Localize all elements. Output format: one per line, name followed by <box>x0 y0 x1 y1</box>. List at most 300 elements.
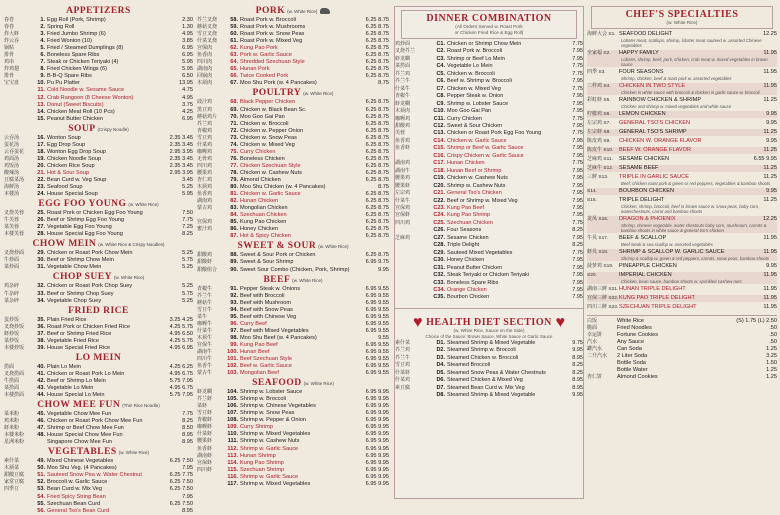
item-price: 9.95 <box>572 392 583 399</box>
item-chinese-name: 甜酸虾 <box>197 259 213 266</box>
item-name: Sweet & Sour Pork or Chicken <box>240 252 316 259</box>
item-chinese-name: 排骨 <box>4 52 15 59</box>
item-price: 8.25 <box>572 227 583 234</box>
chef-special <box>587 147 777 154</box>
item-name: Chicken w. Mixed Veg <box>447 85 501 92</box>
item-name: Szechuan Chicken <box>447 219 493 226</box>
item-price: 3.25 4.25 <box>169 316 193 323</box>
menu-item <box>197 99 389 106</box>
menu-item <box>197 293 389 300</box>
item-name: TRIPLE IN GARLIC SAUCE <box>619 174 689 180</box>
item-chinese-name: 牛杂碎 <box>4 290 20 297</box>
item-price: 6.95 9.95 <box>365 480 389 487</box>
item-code <box>587 31 619 38</box>
item-chinese-name: 湖南牛 <box>197 348 213 355</box>
beef-title: BEEF (w. White Rice) <box>263 274 323 285</box>
item-chinese-name: 鱼香虾 <box>395 145 411 152</box>
item-name: Cold Noodle w. Sesame Sauce <box>47 87 125 94</box>
item-description: Chicken, bean sauce, bamboo shoots w. sprinkled cashew nuts <box>621 279 742 284</box>
item-number: 72. <box>230 127 238 134</box>
item-chinese-name: 黑豆鸡 <box>197 106 213 113</box>
menu-item <box>395 175 583 182</box>
item-name: Honey Chicken <box>240 226 278 233</box>
item-chinese-name: 四川三鲜 <box>587 304 608 310</box>
item-name: CHICKEN IN TWO STYLE <box>619 83 686 89</box>
item-name: Beef with Snow Peas <box>240 306 293 313</box>
item-number: S12. <box>603 166 614 171</box>
item-chinese-name: 无骨鸡 <box>197 155 213 162</box>
item-chinese-name: 什菜叉烧 <box>197 38 218 45</box>
item-chinese-name: 四季 <box>587 69 598 75</box>
menu-item <box>197 300 389 307</box>
menu-item <box>197 142 389 149</box>
menu-item <box>395 242 583 249</box>
item-price: 7.95 <box>572 55 583 62</box>
item-name: Moo Goo Gai Pan <box>447 108 492 115</box>
item-price: 1.25 <box>766 346 777 352</box>
item-chinese-name: 彩虹虾 <box>587 97 603 103</box>
item-chinese-name: 菜芙蓉 <box>4 224 20 231</box>
item-price: 9.95 <box>766 138 777 144</box>
item-price: 6.25 8.75 <box>365 233 389 240</box>
item-chinese-name: 叉烧芥兰 <box>395 48 416 55</box>
item-code <box>587 147 619 154</box>
menu-item <box>4 102 193 109</box>
item-number: C9. <box>436 100 445 107</box>
menu-item <box>4 177 193 184</box>
chef-special <box>587 111 777 118</box>
sweet-sour-title: SWEET & SOUR (w. White Rice) <box>237 241 349 252</box>
menu-item <box>197 45 389 52</box>
item-name: Beef Szechuan Style <box>240 356 292 363</box>
item-price: 9.95 <box>766 111 777 117</box>
item-price: 7.75 <box>182 217 193 224</box>
item-chinese-name: 炸大虾 <box>4 31 20 38</box>
item-number: 48. <box>37 432 45 439</box>
item-price: 6.95 9.95 <box>365 410 389 417</box>
item-number: 28. <box>37 231 45 238</box>
item-name: Roast Pork or Chicken Egg Foo Young <box>47 210 143 217</box>
menu-item <box>197 59 389 66</box>
item-price: 3.25 <box>766 353 777 359</box>
item-price: 6.25 8.75 <box>365 134 389 141</box>
item-number: 61. <box>230 38 238 45</box>
item-name: Hunan Chicken <box>240 198 279 205</box>
chef-special <box>587 249 777 261</box>
item-price: 8.50 <box>182 425 193 432</box>
menu-item <box>4 392 193 399</box>
item-price: 6.95 9.55 <box>365 306 389 313</box>
item-price: 4.95 6.75 <box>169 384 193 391</box>
item-chinese-name: 咖喱鸡 <box>197 148 213 155</box>
menu-item <box>587 295 777 302</box>
item-name: Beef or Shrimp Lo Mein <box>47 377 106 384</box>
menu-item <box>395 101 583 108</box>
item-price: 6.95 9.55 <box>365 341 389 348</box>
item-name: Shrimp w. Lobster Sauce <box>240 389 303 396</box>
item-chinese-name: 菜米粉 <box>4 411 20 418</box>
item-price: 5.95 <box>182 66 193 73</box>
item-number: 35. <box>37 316 45 323</box>
item-price: 6.95 9.55 <box>365 356 389 363</box>
chef-special <box>587 188 777 195</box>
menu-item <box>395 205 583 212</box>
item-number: C23. <box>433 204 445 211</box>
item-number: 100. <box>227 348 238 355</box>
item-code <box>587 188 619 195</box>
item-number: 14. <box>37 108 45 115</box>
item-number: 27. <box>37 224 45 231</box>
item-number: C27. <box>433 234 445 241</box>
item-number: 93. <box>230 299 238 306</box>
menu-item <box>587 304 777 311</box>
item-name: General Tso's Chicken <box>447 190 502 197</box>
menu-item <box>587 346 777 353</box>
item-chinese-name: 素豆腐 <box>395 384 411 391</box>
item-code <box>587 120 619 127</box>
item-code <box>587 156 619 163</box>
item-name: Kung Pao Beef <box>447 204 485 211</box>
item-description: Shrimp, chinese vegetable, water chestnuts baby corn, mushroom, carrots & bamboo shoots in white sauce & general tso's chicken <box>621 223 767 233</box>
item-number: 68. <box>230 99 238 106</box>
item-name: Spring Roll <box>47 24 75 31</box>
item-number: 97. <box>230 327 238 334</box>
menu-item <box>4 257 193 264</box>
menu-item <box>197 73 389 80</box>
item-chinese-name: 什菜鸡 <box>197 141 213 148</box>
item-chinese-name: 湖南虾 <box>197 452 213 459</box>
item-name: Pepper Steak w. Onions <box>240 285 301 292</box>
item-name: Szechuan Chicken <box>240 212 287 219</box>
item-name: House Special Chow Mee Fun <box>47 432 123 439</box>
item-price: 3.45 <box>182 176 193 183</box>
item-name: Shrimp w. Garlic Sauce <box>240 473 299 480</box>
item-name: White Rice <box>617 318 645 324</box>
egg-foo-young-title: EGG FOO YOUNG (w. White Rice) <box>38 199 159 210</box>
item-description: Shrimp & scallop w. green & red peppers, carrots, snow peas, bamboo shoots <box>621 256 770 261</box>
item-price: 5.25 <box>182 250 193 257</box>
item-name: Steamed Shrimp w. Broccoli <box>447 347 516 354</box>
item-price: 4.25 <box>182 108 193 115</box>
item-name: Peanut Butter Chicken <box>47 115 103 122</box>
menu-item <box>4 331 193 338</box>
menu-item <box>587 360 777 367</box>
seafood-section <box>197 378 389 488</box>
item-number: D8. <box>436 392 445 399</box>
sweet-sour-section <box>197 241 389 273</box>
menu-item <box>197 163 389 170</box>
item-name: Kung Pao Shrimp <box>240 459 284 466</box>
item-name: Szechuan Shrimp <box>240 466 285 473</box>
item-price: 6.95 9.95 <box>365 389 389 396</box>
item-name: Pork w. Garlic Sauce <box>240 52 292 59</box>
item-number: 7. <box>40 59 45 66</box>
item-name: Crab Rangoon (8 Cheese Wonton) <box>47 94 134 101</box>
item-name: Beef or Shrimp Chop Suey <box>47 290 114 297</box>
item-name: Steamed Chicken & Mixed Veg <box>447 377 523 384</box>
item-number: 31. <box>37 264 45 271</box>
health-title: HEALTH DIET SECTION <box>426 316 552 328</box>
item-price: 2.35 3.45 <box>169 134 193 141</box>
menu-item <box>587 31 777 38</box>
item-chinese-name: 牛捞面 <box>4 377 20 384</box>
menu-item <box>4 250 193 257</box>
item-price: 7.75 <box>572 70 583 77</box>
menu-item <box>395 280 583 287</box>
item-chinese-name: 四季豆 <box>4 486 20 493</box>
item-price: 7.95 <box>572 286 583 293</box>
chow-mein-section <box>4 239 193 271</box>
item-price: 3.85 <box>182 38 193 45</box>
item-number: 26. <box>37 217 45 224</box>
item-chinese-name: 青椒牛 <box>395 93 411 100</box>
chow-mee-fun-title: CHOW MEE FUN (Thin Rice Noodle) <box>37 400 160 411</box>
item-price: 8.95 <box>572 384 583 391</box>
menu-item <box>197 410 389 417</box>
item-chinese-name: 咖喱牛 <box>197 320 213 327</box>
item-chinese-name: 宫保肉 <box>197 45 213 52</box>
item-number: C26. <box>433 227 445 234</box>
item-name: Beef with Broccoli <box>240 292 285 299</box>
item-price: 5.25 <box>182 264 193 271</box>
item-chinese-name: 甜酸组合 <box>197 266 218 273</box>
menu-item <box>4 24 193 31</box>
item-price: 6.95 9.95 <box>365 438 389 445</box>
item-price: 4.25 5.75 <box>169 323 193 330</box>
item-price: 8.25 <box>182 418 193 425</box>
menu-item <box>587 120 777 127</box>
item-name: Almond Chicken <box>240 176 281 183</box>
item-chinese-name: 蜜汁鸡 <box>197 226 213 233</box>
menu-item <box>197 417 389 424</box>
item-name: Steamed Broccoli <box>447 362 491 369</box>
item-number: 65. <box>230 66 238 73</box>
menu-item <box>4 109 193 116</box>
item-price: 2.30 <box>182 17 193 23</box>
item-number: S16. <box>598 217 609 222</box>
menu-item <box>4 210 193 217</box>
item-chinese-name: 甜酸豆腐 <box>4 472 25 479</box>
item-price: 6.95 9.95 <box>365 452 389 459</box>
item-code <box>587 174 619 181</box>
menu-item <box>395 377 583 384</box>
item-chinese-name: 四川鸡 <box>197 162 213 169</box>
menu-item <box>4 411 193 418</box>
item-price: 11.95 <box>763 304 777 310</box>
item-number: 52. <box>37 479 45 486</box>
item-number: 89. <box>230 259 238 266</box>
menu-item <box>197 370 389 377</box>
item-name: Hunan Beef or Shrimp <box>447 167 502 174</box>
menu-item <box>395 362 583 369</box>
item-name: House Special Soup <box>47 191 98 198</box>
item-price: 6.25 8.75 <box>365 38 389 45</box>
item-price: 8.25 <box>572 369 583 376</box>
item-price: 6.25 8.75 <box>365 106 389 113</box>
menu-item <box>4 364 193 371</box>
item-price: 6.95 9.95 <box>365 396 389 403</box>
item-number: C14. <box>433 137 445 144</box>
menu-item <box>395 294 583 301</box>
item-chinese-name: 左宗鸡 <box>587 120 603 126</box>
menu-item <box>4 95 193 102</box>
chef-subtitle: (w. White Rice) <box>666 20 698 25</box>
item-number: 17. <box>37 141 45 148</box>
chef-special <box>587 272 777 284</box>
item-name: Roast Pork w. Broccoli <box>447 48 503 55</box>
item-chinese-name: 木须鸡 <box>197 184 213 191</box>
item-number: 6. <box>40 52 45 59</box>
lo-mein-section <box>4 353 193 399</box>
item-number: 92. <box>230 292 238 299</box>
item-number: 82. <box>230 198 238 205</box>
item-name: Hunan Shrimp <box>240 452 276 459</box>
item-name: Sauteed Mixed Vegetables <box>447 249 513 256</box>
item-chinese-name: 三鲜 <box>587 174 598 180</box>
item-chinese-name: 春卷 <box>4 17 15 23</box>
item-name: Singapore Chow Mee Fun <box>47 439 112 446</box>
item-chinese-name: 陈皮鸡 <box>587 138 603 144</box>
chef-special <box>587 174 777 186</box>
item-number: 104. <box>227 389 238 396</box>
item-number: S18. <box>598 250 609 255</box>
item-description: Beef, chicken roast pork & green or red peppers, vegetables & bamboo shoots <box>621 181 771 186</box>
item-chinese-name: 菜虾 <box>197 403 208 410</box>
menu-item <box>4 317 193 324</box>
menu-item <box>4 291 193 298</box>
item-number: D6. <box>436 377 445 384</box>
item-name: Kung Pao Pork <box>240 45 278 52</box>
item-number: 91. <box>230 285 238 292</box>
item-chinese-name: 本楼炒饭 <box>4 344 25 351</box>
item-chinese-name: 四川肉 <box>197 59 213 66</box>
menu-item <box>197 438 389 445</box>
item-number: 2. <box>40 24 45 31</box>
item-number: 9. <box>40 73 45 80</box>
item-price: 7.75 <box>572 160 583 167</box>
item-name: Pepper Steak w. Onion <box>447 93 504 100</box>
item-price: 7.75 <box>572 85 583 92</box>
item-name: TRIPLE DELIGHT <box>619 197 665 203</box>
menu-item <box>4 283 193 290</box>
item-name: Four Seasons <box>447 227 482 234</box>
item-price: 8.95 <box>182 507 193 514</box>
item-price: 9.95 <box>378 266 389 273</box>
item-name: Chicken w. Cashew Nuts <box>447 175 508 182</box>
chef-list <box>587 31 777 311</box>
item-name: Szechuan Bean Curd <box>47 500 101 507</box>
menu-item <box>395 108 583 115</box>
item-chinese-name: 湖南三鲜 <box>587 286 608 292</box>
item-name: Beef with Chinese Veg <box>240 313 297 320</box>
menu-column-2 <box>197 6 389 499</box>
item-price: 4.75 <box>182 87 193 94</box>
poultry-section <box>197 88 389 240</box>
item-chinese-name: 宫保虾 <box>197 459 213 466</box>
item-name: Chicken or Shrimp Chow Mein <box>447 41 522 47</box>
item-price: 6.25 8.75 <box>365 212 389 219</box>
item-chinese-name: 蛋炒饭 <box>4 316 20 323</box>
item-number: 110. <box>227 431 238 438</box>
item-chinese-name: 什菜牛 <box>395 85 411 92</box>
item-number: 76. <box>230 155 238 162</box>
item-name: Sweet & Sour Chicken <box>447 122 503 129</box>
item-name: SEAFOOD DELIGHT <box>619 31 673 37</box>
item-name: Roast Pork w. Mixed Veg <box>240 38 303 45</box>
item-name: Donut (Sweet Biscuits) <box>47 101 104 108</box>
menu-item <box>197 52 389 59</box>
menu-item <box>4 184 193 191</box>
item-name: Fried Spicy String Bean <box>47 493 106 500</box>
item-number: 112. <box>227 445 238 452</box>
item-chinese-name: 本楼米粉 <box>4 432 25 439</box>
item-number: 64. <box>230 59 238 66</box>
item-chinese-name: 牛芙蓉 <box>4 217 20 224</box>
item-price: 2.35 3.45 <box>169 141 193 148</box>
item-name: Moo Shu Chicken (w. 4 Pancakes) <box>240 184 326 191</box>
item-number: 13. <box>37 101 45 108</box>
menu-item <box>4 264 193 271</box>
item-number: S15. <box>587 198 597 203</box>
item-number: 69. <box>230 106 238 113</box>
item-number: C16. <box>433 152 445 159</box>
menu-item <box>4 324 193 331</box>
chef-special <box>587 129 777 136</box>
item-price: 11.95 <box>763 286 777 292</box>
item-code <box>587 272 619 279</box>
heart-icon: ♥ <box>555 313 565 331</box>
item-number: 23. <box>37 184 45 191</box>
item-number: C30. <box>433 257 445 264</box>
item-number: 37. <box>37 330 45 337</box>
item-price: 4.95 <box>182 94 193 101</box>
item-price: 7.95 <box>182 465 193 472</box>
item-code <box>587 50 619 57</box>
item-number: 109. <box>227 424 238 431</box>
item-chinese-name: 牛贝 <box>587 235 598 241</box>
item-name: Chicken w. Mixed Veg <box>240 141 295 148</box>
item-price: 4.95 6.75 <box>169 370 193 377</box>
item-price: 7.95 <box>572 197 583 204</box>
fried-rice-title: FRIED RICE <box>68 305 129 316</box>
item-price: 8.25 <box>572 242 583 249</box>
menu-item <box>587 263 777 270</box>
item-chinese-name: 排骨 <box>4 73 15 80</box>
item-price: 12.25 <box>763 31 777 37</box>
item-price: 4.95 6.50 <box>169 330 193 337</box>
item-price: 8.95 <box>182 432 193 439</box>
item-price: 1.25 <box>766 367 777 373</box>
menu-item <box>197 335 389 342</box>
item-number: 80. <box>230 184 238 191</box>
item-price: 5.95 <box>182 59 193 66</box>
item-price: 6.25 8.75 <box>365 17 389 23</box>
item-number: 47. <box>37 425 45 432</box>
menu-item <box>197 481 389 488</box>
item-name: IMPERIAL CHICKEN <box>619 272 672 278</box>
item-name: 2 Liter Soda <box>617 353 648 359</box>
menu-item <box>197 128 389 135</box>
menu-item <box>587 97 777 104</box>
menu-item <box>197 424 389 431</box>
item-price: 7.75 <box>572 41 583 47</box>
item-price: 4.95 <box>182 31 193 38</box>
item-number: S9. <box>603 139 611 144</box>
item-price: 7.95 <box>182 493 193 500</box>
item-chinese-name: 脆面 <box>587 325 598 331</box>
item-name: BEEF & SCALLOP <box>619 235 667 241</box>
item-price: 6.25 8.75 <box>365 162 389 169</box>
